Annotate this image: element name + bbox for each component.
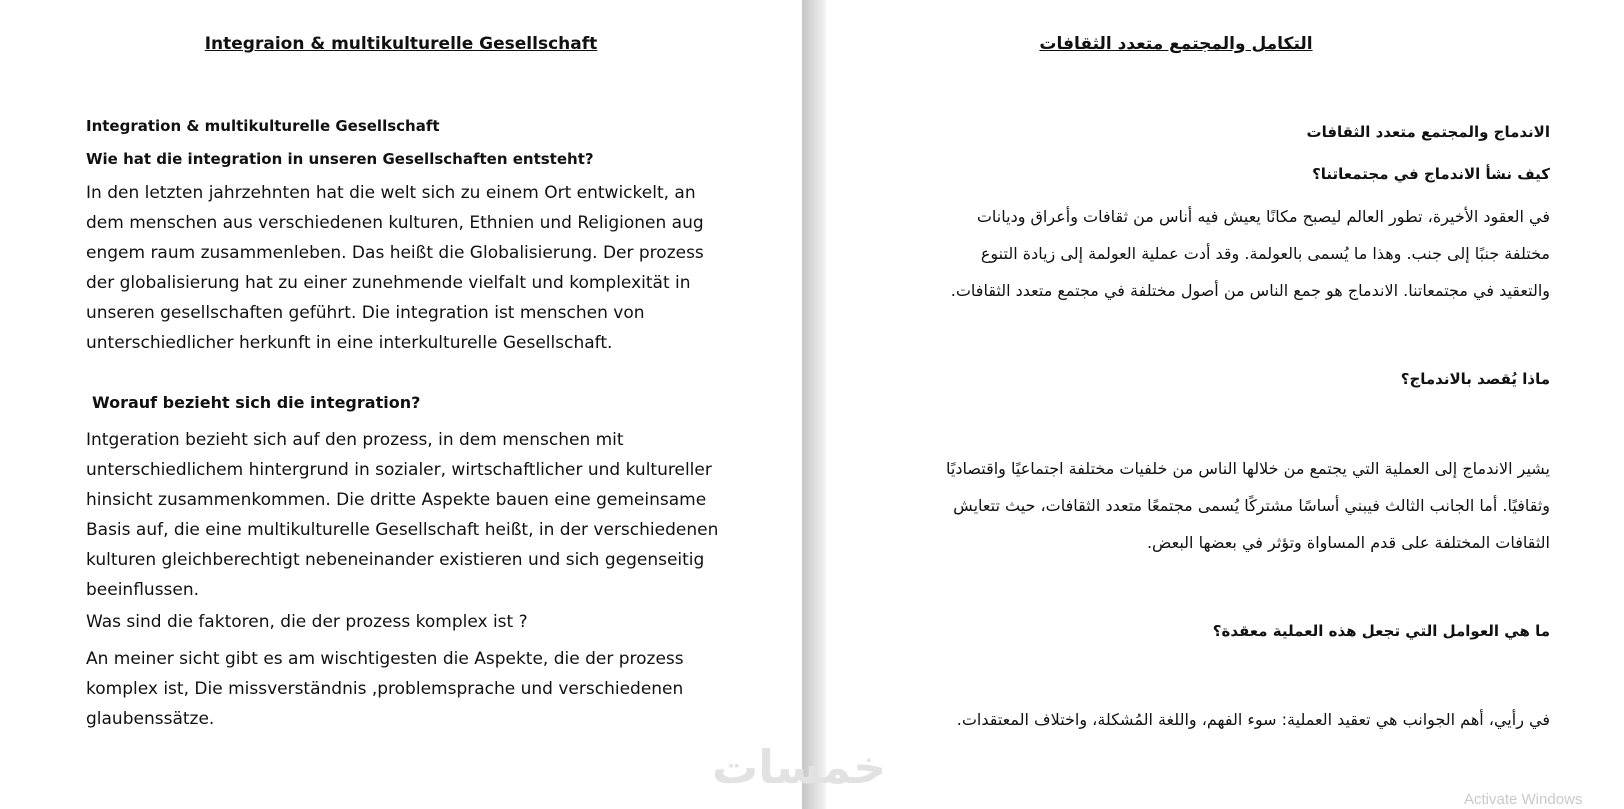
right-page-title: التكامل والمجتمع متعدد الثقافات bbox=[1039, 34, 1313, 54]
left-heading-integration: Integration & multikulturelle Gesellschaft bbox=[86, 117, 440, 135]
right-paragraph-factors: في رأيي، أهم الجوانب هي تعقيد العملية: سوء الفهم، واللغة المُشكلة، واختلاف المعتقدات. bbox=[956, 710, 1550, 729]
left-page-title: Integraion & multikulturelle Gesellschaft bbox=[204, 34, 598, 54]
right-paragraph-globalization: في العقود الأخيرة، تطور العالم ليصبح مكانًا يعيش فيه أناس من ثقافات وأعراق وديانات مختلفة جنبًا إلى جنب. وهذا ما يُسمى بالعولمة. وقد أدت عملية العولمة إلى زيادة التنوع والتعقيد في مجتمعاتنا. الاندماج هو جمع الناس من أصول مختلفة في مجتمع متعدد الثقافات. bbox=[950, 207, 1550, 300]
left-heading-origin-question: Wie hat die integration in unseren Gesellschaften entsteht? bbox=[86, 150, 594, 168]
left-paragraph-factors: An meiner sicht gibt es am wischtigesten die Aspekte, die der prozess komplex ist, Die missverständnis ,problemsprache und verschiedenen glaubenssätze. bbox=[86, 649, 684, 729]
right-heading-definition-question: ماذا يُقصد بالاندماج؟ bbox=[1400, 370, 1550, 388]
right-paragraph-definition: يشير الاندماج إلى العملية التي يجتمع من خلالها الناس من خلفيات مختلفة اجتماعيًا واقتصاديًا وثقافيًا. أما الجانب الثالث فيبني أساسًا مشتركًا يُسمى مجتمعًا متعدد الثقافات، حيث تتعايش الثقافات المختلفة على قدم المساواة وتؤثر في بعضها البعض. bbox=[946, 459, 1550, 552]
right-heading-origin-question: كيف نشأ الاندماج في مجتمعاتنا؟ bbox=[1312, 165, 1550, 183]
left-paragraph-definition: Intgeration bezieht sich auf den prozess, in dem menschen mit unterschiedlichem hintergrund in sozialer, wirtschaftlicher und kultureller hinsicht zusammenkommen. Die dritte Aspekte bauen eine gemeinsame Basis auf, die eine multikulturelle Gesellschaft heißt, in der verschiedenen kulturen gleichberechtigt nebeneinander existieren und sich gegenseitig beeinflussen. bbox=[86, 430, 719, 600]
left-paragraph-globalisierung: In den letzten jahrzehnten hat die welt sich zu einem Ort entwickelt, an dem menschen aus verschiedenen kulturen, Ethnien und Religionen aug engem raum zusammenleben. Das heißt die Globalisierung. Der prozess der globalisierung hat zu einer zunehmende vielfalt und komplexität in unseren gesellschaften geführt. Die integration ist menschen von unterschiedlicher herkunft in eine interkulturelle Gesellschaft. bbox=[86, 183, 704, 353]
khamsat-watermark: خمسات bbox=[712, 740, 887, 794]
right-heading-integration: الاندماج والمجتمع متعدد الثقافات bbox=[1306, 123, 1550, 141]
left-heading-definition-question: Worauf bezieht sich die integration? bbox=[92, 393, 421, 412]
activate-windows-watermark: Activate Windows bbox=[1464, 791, 1583, 808]
left-question-factors: Was sind die faktoren, die der prozess komplex ist ? bbox=[86, 612, 528, 632]
right-heading-factors-question: ما هي العوامل التي تجعل هذه العملية معقدة؟ bbox=[1212, 622, 1550, 640]
page-gutter bbox=[802, 0, 826, 809]
